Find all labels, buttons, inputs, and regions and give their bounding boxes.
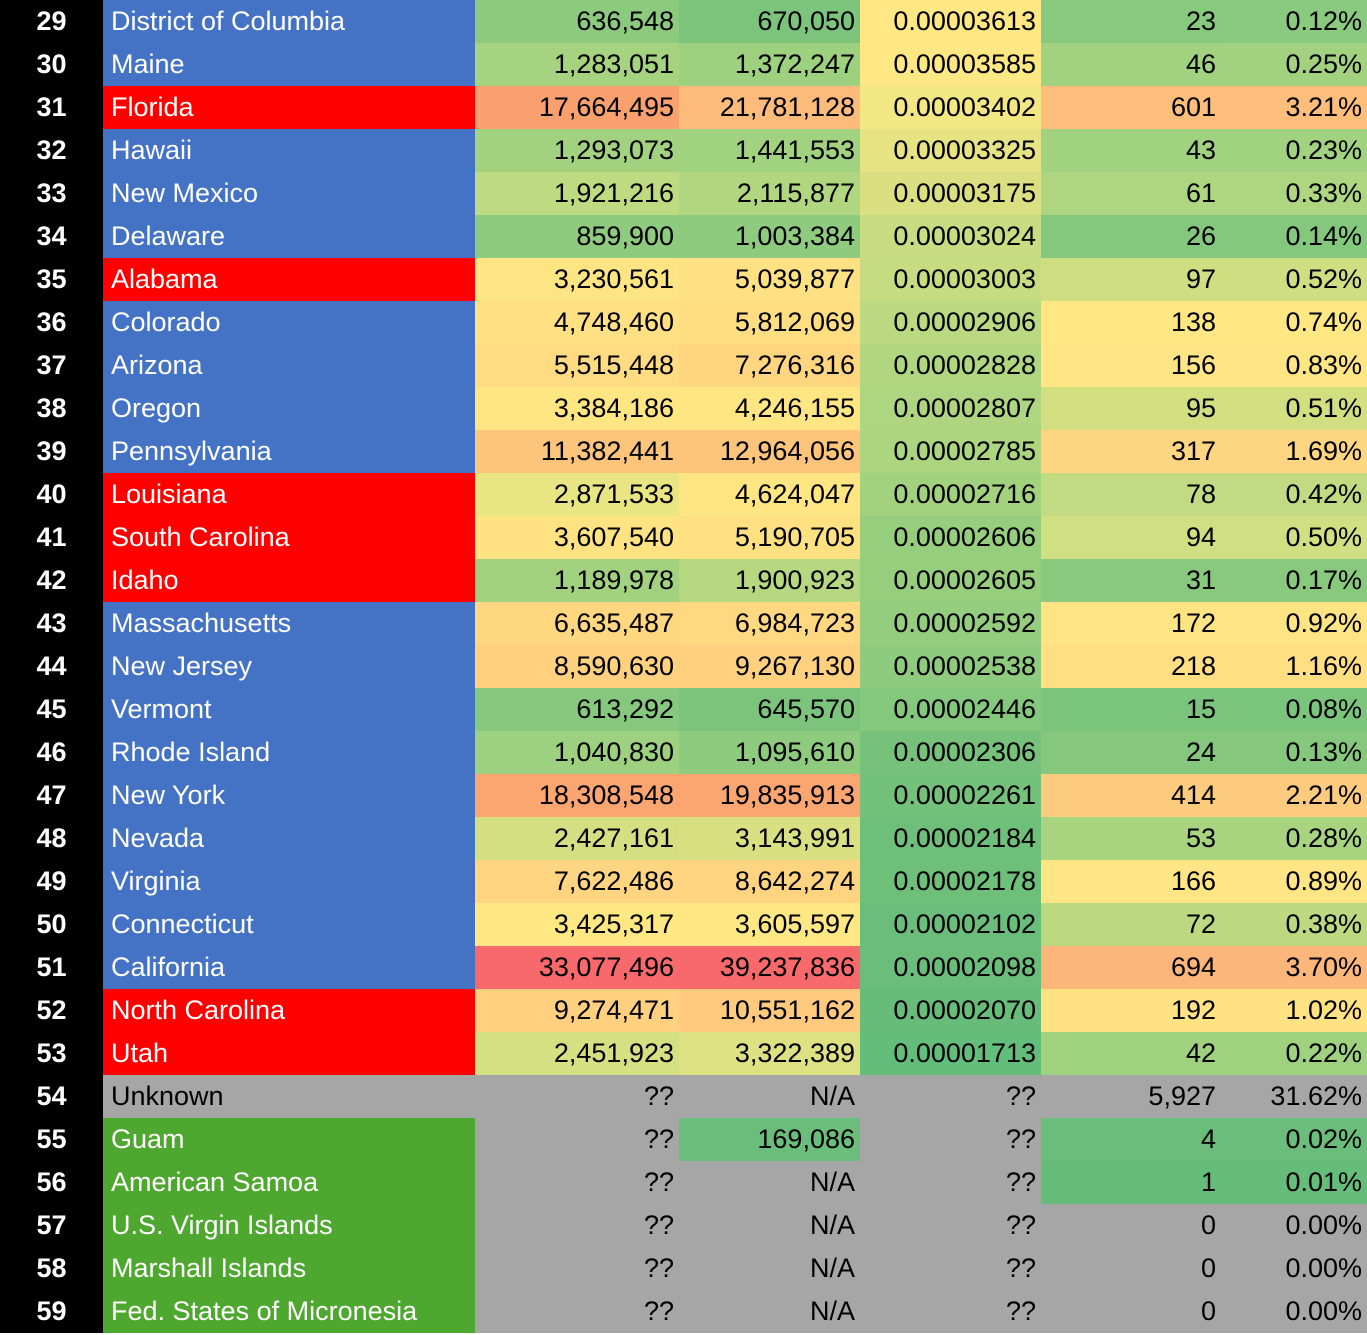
row-number-cell[interactable]: 50 — [0, 903, 103, 946]
percent-cell[interactable]: 0.89% — [1221, 860, 1367, 903]
population-a-cell[interactable]: 636,548 — [475, 0, 679, 43]
ratio-cell[interactable]: 0.00003175 — [860, 172, 1041, 215]
population-b-cell[interactable]: 5,039,877 — [679, 258, 860, 301]
state-name-cell[interactable]: U.S. Virgin Islands — [103, 1204, 475, 1247]
percent-cell[interactable]: 0.28% — [1221, 817, 1367, 860]
population-b-cell[interactable]: 1,900,923 — [679, 559, 860, 602]
state-name-cell[interactable]: Delaware — [103, 215, 475, 258]
population-b-cell[interactable]: 1,095,610 — [679, 731, 860, 774]
ratio-cell[interactable]: 0.00002606 — [860, 516, 1041, 559]
state-name-cell[interactable]: Hawaii — [103, 129, 475, 172]
row-number-cell[interactable]: 32 — [0, 129, 103, 172]
count-cell[interactable]: 166 — [1041, 860, 1221, 903]
row-number-cell[interactable]: 57 — [0, 1204, 103, 1247]
count-cell[interactable]: 0 — [1041, 1290, 1221, 1333]
population-b-cell[interactable]: 10,551,162 — [679, 989, 860, 1032]
population-b-cell[interactable]: 21,781,128 — [679, 86, 860, 129]
row-number-cell[interactable]: 37 — [0, 344, 103, 387]
ratio-cell[interactable]: 0.00003585 — [860, 43, 1041, 86]
population-b-cell[interactable]: 7,276,316 — [679, 344, 860, 387]
count-cell[interactable]: 317 — [1041, 430, 1221, 473]
ratio-cell[interactable]: 0.00002446 — [860, 688, 1041, 731]
row-number-cell[interactable]: 46 — [0, 731, 103, 774]
row-number-cell[interactable]: 51 — [0, 946, 103, 989]
ratio-cell[interactable]: ?? — [860, 1161, 1041, 1204]
population-a-cell[interactable]: 2,427,161 — [475, 817, 679, 860]
count-cell[interactable]: 138 — [1041, 301, 1221, 344]
population-a-cell[interactable]: 7,622,486 — [475, 860, 679, 903]
percent-cell[interactable]: 0.00% — [1221, 1247, 1367, 1290]
population-b-cell[interactable]: 4,624,047 — [679, 473, 860, 516]
percent-cell[interactable]: 0.25% — [1221, 43, 1367, 86]
population-a-cell[interactable]: 4,748,460 — [475, 301, 679, 344]
count-cell[interactable]: 97 — [1041, 258, 1221, 301]
percent-cell[interactable]: 0.13% — [1221, 731, 1367, 774]
population-b-cell[interactable]: 1,003,384 — [679, 215, 860, 258]
population-b-cell[interactable]: 3,322,389 — [679, 1032, 860, 1075]
percent-cell[interactable]: 3.21% — [1221, 86, 1367, 129]
row-number-cell[interactable]: 44 — [0, 645, 103, 688]
count-cell[interactable]: 156 — [1041, 344, 1221, 387]
row-number-cell[interactable]: 59 — [0, 1290, 103, 1333]
ratio-cell[interactable]: 0.00001713 — [860, 1032, 1041, 1075]
population-a-cell[interactable]: 1,293,073 — [475, 129, 679, 172]
population-a-cell[interactable]: ?? — [475, 1075, 679, 1118]
population-b-cell[interactable]: N/A — [679, 1075, 860, 1118]
count-cell[interactable]: 53 — [1041, 817, 1221, 860]
count-cell[interactable]: 218 — [1041, 645, 1221, 688]
state-name-cell[interactable]: Utah — [103, 1032, 475, 1075]
row-number-cell[interactable]: 58 — [0, 1247, 103, 1290]
ratio-cell[interactable]: 0.00002102 — [860, 903, 1041, 946]
population-a-cell[interactable]: ?? — [475, 1204, 679, 1247]
row-number-cell[interactable]: 53 — [0, 1032, 103, 1075]
population-a-cell[interactable]: 613,292 — [475, 688, 679, 731]
ratio-cell[interactable]: 0.00003325 — [860, 129, 1041, 172]
row-number-cell[interactable]: 52 — [0, 989, 103, 1032]
population-a-cell[interactable]: 1,040,830 — [475, 731, 679, 774]
population-b-cell[interactable]: 1,372,247 — [679, 43, 860, 86]
row-number-cell[interactable]: 30 — [0, 43, 103, 86]
population-a-cell[interactable]: 18,308,548 — [475, 774, 679, 817]
count-cell[interactable]: 78 — [1041, 473, 1221, 516]
population-a-cell[interactable]: 2,871,533 — [475, 473, 679, 516]
row-number-cell[interactable]: 56 — [0, 1161, 103, 1204]
ratio-cell[interactable]: 0.00002306 — [860, 731, 1041, 774]
count-cell[interactable]: 95 — [1041, 387, 1221, 430]
count-cell[interactable]: 192 — [1041, 989, 1221, 1032]
count-cell[interactable]: 43 — [1041, 129, 1221, 172]
ratio-cell[interactable]: ?? — [860, 1290, 1041, 1333]
population-a-cell[interactable]: 3,384,186 — [475, 387, 679, 430]
ratio-cell[interactable]: 0.00003613 — [860, 0, 1041, 43]
ratio-cell[interactable]: 0.00002098 — [860, 946, 1041, 989]
percent-cell[interactable]: 1.02% — [1221, 989, 1367, 1032]
ratio-cell[interactable]: ?? — [860, 1247, 1041, 1290]
percent-cell[interactable]: 0.74% — [1221, 301, 1367, 344]
percent-cell[interactable]: 0.42% — [1221, 473, 1367, 516]
row-number-cell[interactable]: 43 — [0, 602, 103, 645]
state-name-cell[interactable]: Idaho — [103, 559, 475, 602]
count-cell[interactable]: 414 — [1041, 774, 1221, 817]
percent-cell[interactable]: 0.51% — [1221, 387, 1367, 430]
population-a-cell[interactable]: 11,382,441 — [475, 430, 679, 473]
ratio-cell[interactable]: 0.00002184 — [860, 817, 1041, 860]
population-a-cell[interactable]: 859,900 — [475, 215, 679, 258]
count-cell[interactable]: 601 — [1041, 86, 1221, 129]
row-number-cell[interactable]: 54 — [0, 1075, 103, 1118]
count-cell[interactable]: 5,927 — [1041, 1075, 1221, 1118]
ratio-cell[interactable]: 0.00002261 — [860, 774, 1041, 817]
population-b-cell[interactable]: 169,086 — [679, 1118, 860, 1161]
state-name-cell[interactable]: Louisiana — [103, 473, 475, 516]
population-a-cell[interactable]: ?? — [475, 1161, 679, 1204]
ratio-cell[interactable]: ?? — [860, 1204, 1041, 1247]
percent-cell[interactable]: 0.23% — [1221, 129, 1367, 172]
ratio-cell[interactable]: ?? — [860, 1118, 1041, 1161]
row-number-cell[interactable]: 34 — [0, 215, 103, 258]
row-number-cell[interactable]: 29 — [0, 0, 103, 43]
percent-cell[interactable]: 0.01% — [1221, 1161, 1367, 1204]
population-a-cell[interactable]: 8,590,630 — [475, 645, 679, 688]
ratio-cell[interactable]: 0.00002906 — [860, 301, 1041, 344]
population-b-cell[interactable]: 3,605,597 — [679, 903, 860, 946]
state-name-cell[interactable]: South Carolina — [103, 516, 475, 559]
count-cell[interactable]: 61 — [1041, 172, 1221, 215]
percent-cell[interactable]: 3.70% — [1221, 946, 1367, 989]
state-name-cell[interactable]: American Samoa — [103, 1161, 475, 1204]
count-cell[interactable]: 46 — [1041, 43, 1221, 86]
population-b-cell[interactable]: 670,050 — [679, 0, 860, 43]
population-a-cell[interactable]: 5,515,448 — [475, 344, 679, 387]
population-b-cell[interactable]: 4,246,155 — [679, 387, 860, 430]
population-a-cell[interactable]: 9,274,471 — [475, 989, 679, 1032]
percent-cell[interactable]: 0.83% — [1221, 344, 1367, 387]
row-number-cell[interactable]: 38 — [0, 387, 103, 430]
ratio-cell[interactable]: 0.00002828 — [860, 344, 1041, 387]
state-name-cell[interactable]: California — [103, 946, 475, 989]
population-a-cell[interactable]: 1,189,978 — [475, 559, 679, 602]
percent-cell[interactable]: 0.52% — [1221, 258, 1367, 301]
state-name-cell[interactable]: Fed. States of Micronesia — [103, 1290, 475, 1333]
population-b-cell[interactable]: N/A — [679, 1204, 860, 1247]
state-name-cell[interactable]: Maine — [103, 43, 475, 86]
percent-cell[interactable]: 1.69% — [1221, 430, 1367, 473]
ratio-cell[interactable]: 0.00002178 — [860, 860, 1041, 903]
ratio-cell[interactable]: 0.00002070 — [860, 989, 1041, 1032]
ratio-cell[interactable]: 0.00003024 — [860, 215, 1041, 258]
ratio-cell[interactable]: 0.00002605 — [860, 559, 1041, 602]
population-a-cell[interactable]: 1,283,051 — [475, 43, 679, 86]
ratio-cell[interactable]: 0.00003402 — [860, 86, 1041, 129]
ratio-cell[interactable]: 0.00003003 — [860, 258, 1041, 301]
state-name-cell[interactable]: District of Columbia — [103, 0, 475, 43]
count-cell[interactable]: 15 — [1041, 688, 1221, 731]
row-number-cell[interactable]: 35 — [0, 258, 103, 301]
row-number-cell[interactable]: 41 — [0, 516, 103, 559]
ratio-cell[interactable]: ?? — [860, 1075, 1041, 1118]
ratio-cell[interactable]: 0.00002716 — [860, 473, 1041, 516]
state-name-cell[interactable]: Marshall Islands — [103, 1247, 475, 1290]
population-b-cell[interactable]: N/A — [679, 1247, 860, 1290]
percent-cell[interactable]: 0.00% — [1221, 1204, 1367, 1247]
ratio-cell[interactable]: 0.00002785 — [860, 430, 1041, 473]
population-a-cell[interactable]: 6,635,487 — [475, 602, 679, 645]
population-a-cell[interactable]: 1,921,216 — [475, 172, 679, 215]
row-number-cell[interactable]: 40 — [0, 473, 103, 516]
percent-cell[interactable]: 0.22% — [1221, 1032, 1367, 1075]
count-cell[interactable]: 42 — [1041, 1032, 1221, 1075]
state-name-cell[interactable]: Colorado — [103, 301, 475, 344]
percent-cell[interactable]: 0.00% — [1221, 1290, 1367, 1333]
population-b-cell[interactable]: 3,143,991 — [679, 817, 860, 860]
row-number-cell[interactable]: 48 — [0, 817, 103, 860]
state-name-cell[interactable]: Florida — [103, 86, 475, 129]
percent-cell[interactable]: 0.02% — [1221, 1118, 1367, 1161]
population-b-cell[interactable]: 5,812,069 — [679, 301, 860, 344]
population-b-cell[interactable]: 39,237,836 — [679, 946, 860, 989]
population-a-cell[interactable]: 3,230,561 — [475, 258, 679, 301]
row-number-cell[interactable]: 49 — [0, 860, 103, 903]
count-cell[interactable]: 172 — [1041, 602, 1221, 645]
ratio-cell[interactable]: 0.00002592 — [860, 602, 1041, 645]
count-cell[interactable]: 23 — [1041, 0, 1221, 43]
row-number-cell[interactable]: 31 — [0, 86, 103, 129]
state-name-cell[interactable]: Alabama — [103, 258, 475, 301]
percent-cell[interactable]: 1.16% — [1221, 645, 1367, 688]
population-b-cell[interactable]: 5,190,705 — [679, 516, 860, 559]
population-a-cell[interactable]: ?? — [475, 1247, 679, 1290]
population-a-cell[interactable]: 3,607,540 — [475, 516, 679, 559]
percent-cell[interactable]: 0.12% — [1221, 0, 1367, 43]
state-name-cell[interactable]: New Jersey — [103, 645, 475, 688]
percent-cell[interactable]: 0.08% — [1221, 688, 1367, 731]
state-name-cell[interactable]: Pennsylvania — [103, 430, 475, 473]
percent-cell[interactable]: 0.14% — [1221, 215, 1367, 258]
population-a-cell[interactable]: ?? — [475, 1290, 679, 1333]
population-b-cell[interactable]: 6,984,723 — [679, 602, 860, 645]
population-b-cell[interactable]: 645,570 — [679, 688, 860, 731]
population-b-cell[interactable]: 19,835,913 — [679, 774, 860, 817]
row-number-cell[interactable]: 42 — [0, 559, 103, 602]
state-name-cell[interactable]: Connecticut — [103, 903, 475, 946]
row-number-cell[interactable]: 39 — [0, 430, 103, 473]
population-b-cell[interactable]: 2,115,877 — [679, 172, 860, 215]
percent-cell[interactable]: 0.50% — [1221, 516, 1367, 559]
row-number-cell[interactable]: 55 — [0, 1118, 103, 1161]
population-b-cell[interactable]: 8,642,274 — [679, 860, 860, 903]
state-name-cell[interactable]: Unknown — [103, 1075, 475, 1118]
population-a-cell[interactable]: ?? — [475, 1118, 679, 1161]
state-name-cell[interactable]: Rhode Island — [103, 731, 475, 774]
count-cell[interactable]: 31 — [1041, 559, 1221, 602]
percent-cell[interactable]: 0.38% — [1221, 903, 1367, 946]
population-a-cell[interactable]: 3,425,317 — [475, 903, 679, 946]
row-number-cell[interactable]: 47 — [0, 774, 103, 817]
state-name-cell[interactable]: Guam — [103, 1118, 475, 1161]
count-cell[interactable]: 4 — [1041, 1118, 1221, 1161]
count-cell[interactable]: 694 — [1041, 946, 1221, 989]
count-cell[interactable]: 26 — [1041, 215, 1221, 258]
ratio-cell[interactable]: 0.00002538 — [860, 645, 1041, 688]
row-number-cell[interactable]: 36 — [0, 301, 103, 344]
population-b-cell[interactable]: 9,267,130 — [679, 645, 860, 688]
count-cell[interactable]: 1 — [1041, 1161, 1221, 1204]
percent-cell[interactable]: 31.62% — [1221, 1075, 1367, 1118]
population-b-cell[interactable]: 1,441,553 — [679, 129, 860, 172]
state-name-cell[interactable]: Arizona — [103, 344, 475, 387]
state-name-cell[interactable]: Nevada — [103, 817, 475, 860]
population-a-cell[interactable]: 2,451,923 — [475, 1032, 679, 1075]
percent-cell[interactable]: 0.33% — [1221, 172, 1367, 215]
percent-cell[interactable]: 0.17% — [1221, 559, 1367, 602]
percent-cell[interactable]: 0.92% — [1221, 602, 1367, 645]
population-b-cell[interactable]: 12,964,056 — [679, 430, 860, 473]
count-cell[interactable]: 0 — [1041, 1204, 1221, 1247]
count-cell[interactable]: 0 — [1041, 1247, 1221, 1290]
percent-cell[interactable]: 2.21% — [1221, 774, 1367, 817]
state-name-cell[interactable]: New Mexico — [103, 172, 475, 215]
row-number-cell[interactable]: 45 — [0, 688, 103, 731]
population-b-cell[interactable]: N/A — [679, 1290, 860, 1333]
count-cell[interactable]: 94 — [1041, 516, 1221, 559]
state-name-cell[interactable]: Vermont — [103, 688, 475, 731]
population-a-cell[interactable]: 17,664,495 — [475, 86, 679, 129]
count-cell[interactable]: 24 — [1041, 731, 1221, 774]
ratio-cell[interactable]: 0.00002807 — [860, 387, 1041, 430]
state-name-cell[interactable]: New York — [103, 774, 475, 817]
population-b-cell[interactable]: N/A — [679, 1161, 860, 1204]
state-name-cell[interactable]: Virginia — [103, 860, 475, 903]
state-name-cell[interactable]: Oregon — [103, 387, 475, 430]
count-cell[interactable]: 72 — [1041, 903, 1221, 946]
population-a-cell[interactable]: 33,077,496 — [475, 946, 679, 989]
row-number-cell[interactable]: 33 — [0, 172, 103, 215]
state-name-cell[interactable]: Massachusetts — [103, 602, 475, 645]
state-name-cell[interactable]: North Carolina — [103, 989, 475, 1032]
